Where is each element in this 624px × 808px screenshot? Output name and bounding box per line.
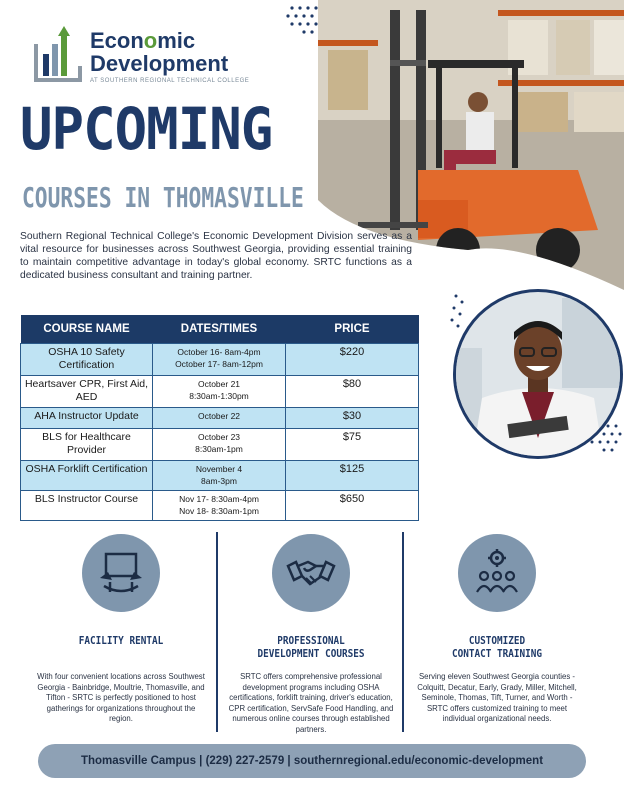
course-price: $220	[286, 344, 419, 376]
header-dates-times: DATES/TIMES	[153, 315, 286, 344]
table-row	[21, 491, 419, 521]
logo-subtitle: AT SOUTHERN REGIONAL TECHNICAL COLLEGE	[90, 78, 250, 84]
customized-title-line1: CUSTOMIZED	[468, 634, 526, 647]
professional-title-line2: DEVELOPMENT COURSES	[257, 647, 365, 660]
header-price: PRICE	[286, 315, 419, 344]
course-date-line2: Nov 18- 8:30am-1pm	[179, 506, 259, 516]
course-date-line2: 8:30am-1pm	[195, 444, 243, 454]
course-dates	[153, 408, 286, 429]
logo-bars-icon	[34, 26, 86, 82]
page-subtitle: COURSES IN THOMASVILLE	[22, 181, 304, 214]
course-dates	[153, 344, 286, 376]
course-price: $75	[286, 429, 419, 461]
table-row	[21, 376, 419, 408]
course-table	[20, 315, 419, 521]
course-date-line2: 8:30am-1:30pm	[189, 391, 249, 401]
facility-rental-title: FACILITY RENTAL	[78, 634, 164, 647]
contact-footer: Thomasville Campus | (229) 227-2579 | southernregional.edu/economic-development	[38, 744, 586, 778]
column-divider	[402, 532, 404, 732]
training-icon-circle	[458, 534, 536, 612]
dot-pattern-top	[262, 4, 322, 44]
course-date-line2: 8am-3pm	[201, 476, 237, 486]
course-name: Heartsaver CPR, First Aid, AED	[21, 376, 153, 408]
table-header-row	[21, 315, 419, 344]
team-gear-icon	[472, 548, 522, 598]
customized-title-line2: CONTACT TRAINING	[451, 647, 543, 660]
course-date-line1: October 22	[197, 411, 241, 421]
course-price: $125	[286, 461, 419, 491]
table-row	[21, 344, 419, 376]
customized-body: Serving eleven Southwest Georgia counties - Colquitt, Decatur, Early, Grady, Miller, Mitchell, Seminole, Thomas, Tift, Turner, and Worth - SRTC offers customized training to meet individual organizational needs.	[417, 672, 577, 723]
page-title: UPCOMING	[20, 95, 273, 163]
column-divider	[216, 532, 218, 732]
course-dates	[153, 429, 286, 461]
course-price: $80	[286, 376, 419, 408]
course-date-line1: November 4	[195, 464, 243, 474]
intro-paragraph: Southern Regional Technical College's Economic Development Division serves as a vital resource for businesses across Southwest Georgia, providing essential training to maintain competitive advantage in today's global economy. SRTC functions as a dedicated business consultant and training partner.	[20, 231, 412, 281]
course-name: OSHA 10 Safety Certification	[21, 344, 153, 376]
course-name: OSHA Forklift Certification	[21, 461, 153, 491]
course-date-line1: October 23	[197, 432, 241, 442]
course-date-line2: October 17- 8am-12pm	[175, 359, 263, 369]
handshake-icon	[286, 548, 336, 598]
course-name: AHA Instructor Update	[21, 408, 153, 429]
table-row	[21, 461, 419, 491]
course-dates	[153, 376, 286, 408]
facility-rental-body: With four convenient locations across Southwest Georgia - Bainbridge, Moultrie, Thomasville, and Tifton - SRTC is perfectly positioned to host gatherings for organizations throughout the region.	[37, 672, 205, 723]
course-name: BLS for Healthcare Provider	[21, 429, 153, 461]
course-price: $650	[286, 491, 419, 521]
logo-title-pre: Econ	[90, 28, 144, 53]
presentation-screen-icon	[96, 548, 146, 598]
course-dates	[153, 491, 286, 521]
logo-title-line2: Development	[90, 51, 229, 76]
student-photo	[452, 288, 624, 460]
customized-training-column	[406, 534, 588, 725]
logo-title-o: o	[143, 28, 158, 53]
course-dates	[153, 461, 286, 491]
course-date-line1: Nov 17- 8:30am-4pm	[179, 494, 259, 504]
header-course-name: COURSE NAME	[21, 315, 153, 344]
course-date-line1: October 21	[197, 379, 241, 389]
table-row	[21, 408, 419, 429]
economic-development-logo	[34, 26, 264, 86]
course-date-line1: October 16- 8am-4pm	[177, 347, 261, 357]
professional-icon-circle	[272, 534, 350, 612]
logo-title-post: mic	[157, 28, 196, 53]
course-name: BLS Instructor Course	[21, 491, 153, 521]
facility-rental-column	[30, 534, 212, 725]
course-price: $30	[286, 408, 419, 429]
professional-development-column	[220, 534, 402, 735]
logo-title	[90, 30, 195, 52]
professional-title-line1: PROFESSIONAL	[277, 634, 345, 647]
professional-body: SRTC offers comprehensive professional development programs including OSHA certifications, forklift training, driver's education, CPR certification, ServSafe Food Handling, and numerous online courses through established partners.	[228, 672, 394, 734]
facility-icon-circle	[82, 534, 160, 612]
table-row	[21, 429, 419, 461]
